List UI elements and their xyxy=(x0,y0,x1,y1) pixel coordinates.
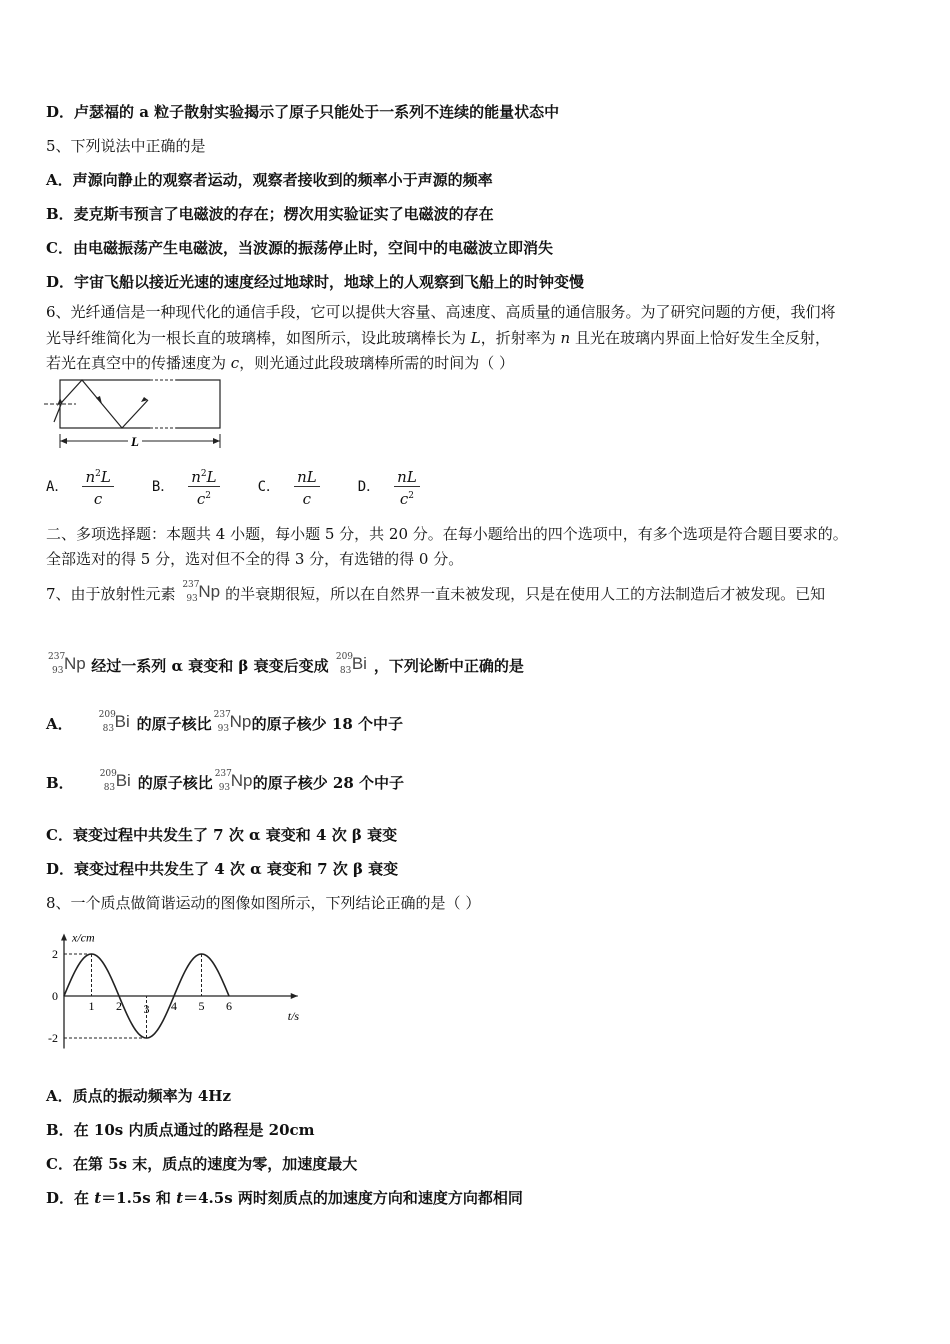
data-point xyxy=(77,966,78,967)
section2-line2: 全部选对的得 5 分，选对但不全的得 3 分，有选错的得 0 分。 xyxy=(46,550,464,568)
np-nuclide: 237 93 Np xyxy=(214,769,253,793)
x-tick-label: 2 xyxy=(116,999,122,1013)
q7-option-d: D．衰变过程中共发生了 4 次 α 衰变和 7 次 β 衰变 xyxy=(46,860,399,878)
y-axis-label: x/cm xyxy=(72,930,95,945)
q6-options xyxy=(46,462,420,510)
q8-option-d: D．在 t＝1.5s 和 t＝4.5s 两时刻质点的加速度方向和速度方向都相同 xyxy=(46,1189,523,1207)
q7-option-a: A． 209 83 Bi 的原子核比 237 93 Np 的原子核少 18 个中子 xyxy=(46,708,403,740)
q6-stem-line3: 若光在真空中的传播速度为 c，则光通过此段玻璃棒所需的时间为（ ） xyxy=(46,354,514,372)
q5-option-d: D．宇宙飞船以接近光速的速度经过地球时，地球上的人观察到飞船上的时钟变慢 xyxy=(46,273,585,291)
q8-option-b: B．在 10s 内质点通过的路程是 20cm xyxy=(46,1121,315,1139)
data-point xyxy=(118,995,119,996)
bi-nuclide: 209 83 Bi xyxy=(335,652,367,676)
q5-option-b: B．麦克斯韦预言了电磁波的存在；楞次用实验证实了电磁波的存在 xyxy=(46,205,494,223)
y-axis-arrow xyxy=(61,934,67,941)
data-point xyxy=(105,966,106,967)
q6-stem-line2: 光导纤维简化为一根长直的玻璃棒，如图所示，设此玻璃棒长为 L，折射率为 n 且光在玻璃内界面上恰好发生全反射， xyxy=(46,329,830,347)
data-point xyxy=(201,953,202,954)
data-point xyxy=(215,966,216,967)
q7-stem-line1: 7、由于放射性元素 237 93 Np 的半衰期很短，所以在自然界一直未被发现，只是在使用人工的方法制造后才被发现。已知 xyxy=(46,578,825,610)
x-tick-label: 6 xyxy=(226,999,232,1013)
bi-nuclide: 209 83 Bi xyxy=(99,769,131,793)
q8-option-c: C．在第 5s 末，质点的速度为零，加速度最大 xyxy=(46,1155,358,1173)
data-point xyxy=(91,953,92,954)
data-point xyxy=(132,1025,133,1026)
y-tick-label: 2 xyxy=(52,947,58,961)
q6-stem-line1: 6、光纤通信是一种现代化的通信手段，它可以提供大容量、高速度、高质量的通信服务。为了研究问题的方便，我们将 xyxy=(46,303,836,321)
q6-option-b: B． $\frac{n^2L}{c^2}$ xyxy=(152,465,220,508)
np-nuclide: 237 93 Np xyxy=(48,652,86,676)
data-point xyxy=(63,995,64,996)
section2-line1: 二、多项选择题：本题共 4 小题，每小题 5 分，共 20 分。在每小题给出的四个选项中，有多个选项是符合题目要求的。 xyxy=(46,525,848,543)
x-tick-label: 1 xyxy=(88,999,95,1013)
q7-option-b: B． 209 83 Bi 的原子核比 237 93 Np 的原子核少 28 个中子 xyxy=(46,767,404,799)
q6-option-d: D． $\frac{nL}{c^2}$ xyxy=(358,465,420,508)
q6-option-c: C． $\frac{nL}{c}$ xyxy=(258,465,320,508)
q6-fiber-figure xyxy=(40,374,230,450)
q8-option-a: A．质点的振动频率为 4Hz xyxy=(46,1087,231,1105)
data-point xyxy=(160,1025,161,1026)
y-tick-label: -2 xyxy=(48,1031,58,1045)
q7-option-c: C．衰变过程中共发生了 7 次 α 衰变和 4 次 β 衰变 xyxy=(46,826,398,844)
data-point xyxy=(146,1037,147,1038)
data-point xyxy=(228,995,229,996)
length-label: L xyxy=(131,434,139,449)
y-tick-label: 0 xyxy=(52,989,58,1003)
x-axis-label: t/s xyxy=(287,1009,300,1023)
x-tick-label: 4 xyxy=(171,999,177,1013)
q4-option-d: D．卢瑟福的 a 粒子散射实验揭示了原子只能处于一系列不连续的能量状态中 xyxy=(46,103,560,121)
glass-rod xyxy=(60,380,220,428)
bi-nuclide: 209 83 Bi xyxy=(98,710,130,734)
q6-option-a: A． $\frac{n^2L}{c}$ xyxy=(46,465,114,508)
q5-option-a: A．声源向静止的观察者运动，观察者接收到的频率小于声源的频率 xyxy=(46,171,493,189)
np-nuclide: 237 93 Np xyxy=(213,710,252,734)
data-point xyxy=(187,966,188,967)
q8-shm-chart xyxy=(40,922,300,1050)
np-nuclide: 237 93 Np xyxy=(182,580,221,604)
q5-option-c: C．由电磁振荡产生电磁波，当波源的振荡停止时，空间中的电磁波立即消失 xyxy=(46,239,553,257)
q7-stem-line2: 237 93 Np 经过一系列 α 衰变和 β 衰变后变成 209 83 Bi ，下列论断中正确的是 xyxy=(46,650,524,682)
q5-stem: 5、下列说法中正确的是 xyxy=(46,137,206,155)
x-tick-label: 3 xyxy=(143,1002,150,1016)
x-tick-label: 5 xyxy=(198,999,205,1013)
q8-stem: 8、一个质点做简谐运动的图像如图所示，下列结论正确的是（ ） xyxy=(46,894,481,912)
x-axis-arrow xyxy=(291,993,298,999)
data-point xyxy=(173,995,174,996)
